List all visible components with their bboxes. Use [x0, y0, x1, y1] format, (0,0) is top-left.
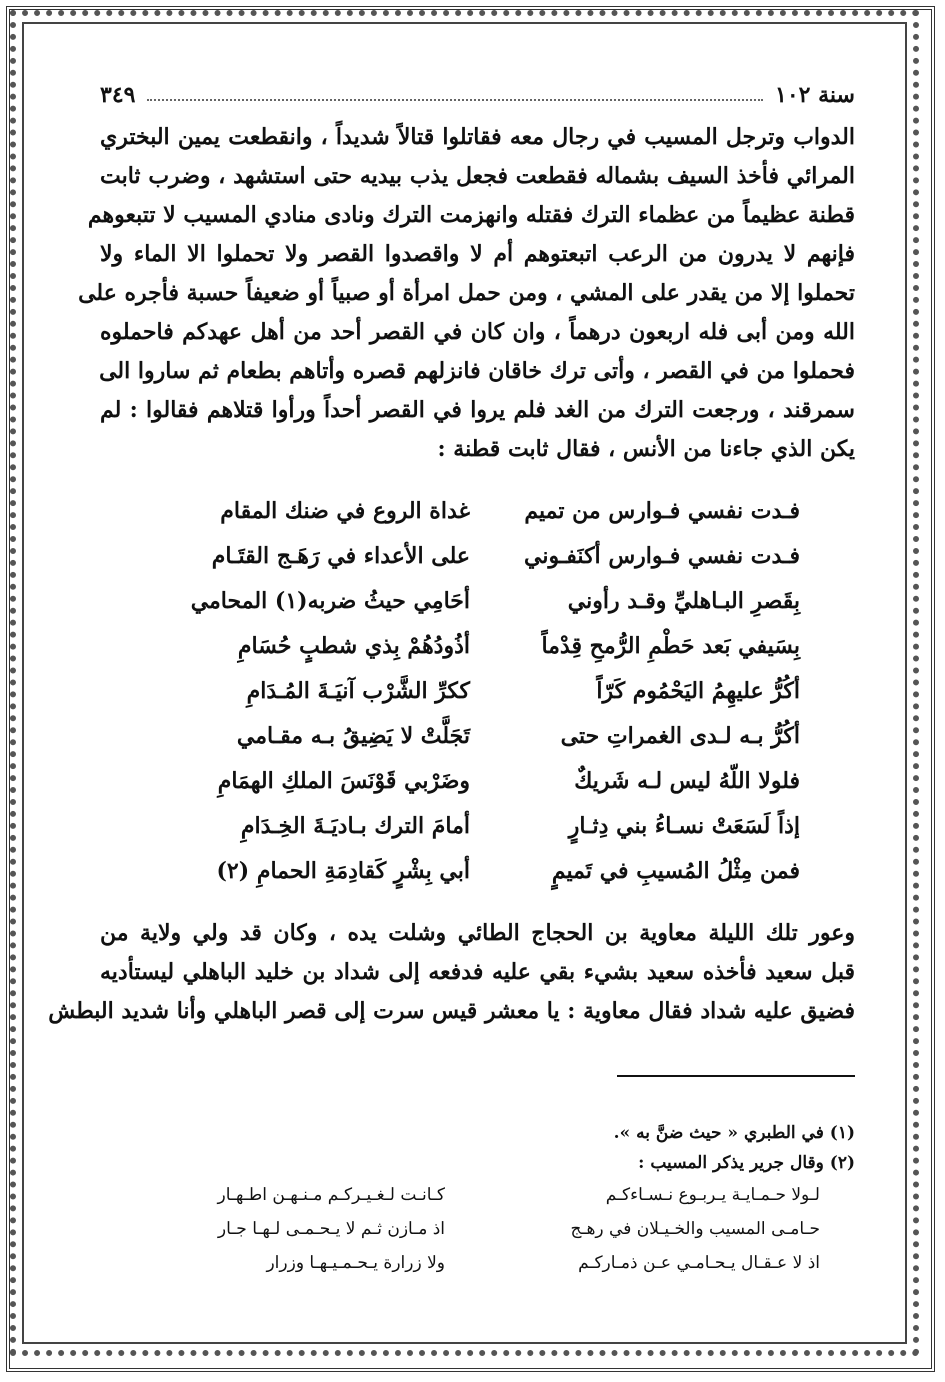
poem-verse [100, 534, 855, 579]
body-paragraph-2 [48, 914, 856, 1031]
hemistich-second: ككرِّ الشَّرْب آنيَـةَ المُـدَامِ [246, 678, 470, 704]
text-line: المرائي فأخذ السيف بشماله فقطعت فجعل يذب بيديه حتى استشهد ، وضرب ثابت [100, 163, 855, 189]
hemistich-second: اذ مـازن ثـم لا يـحـمـى لـهـا جـار [217, 1219, 445, 1239]
footnote-verse [100, 1178, 855, 1212]
poem [100, 489, 855, 894]
text-line: الله ومن أبى فله اربعون درهماً ، وان كان في القصر أحد من أهل عهدكم فاحملوه [100, 319, 855, 345]
poem-verse [100, 714, 855, 759]
poem-verse [100, 669, 855, 714]
text-line: فإنهم لا يدرون من الرعب اتبعتوهم أم لا واقصدوا القصر ولا تحملوا الا الماء ولا [100, 241, 855, 267]
poem-verse [100, 489, 855, 534]
hemistich-first: اذ لا عـقـال يـحـامـي عـن ذمـاركـم [578, 1253, 820, 1273]
hemistich-second: على الأعداء في رَهَـج القتَـام [211, 543, 470, 569]
page-content [48, 78, 856, 1031]
hemistich-second: تَجَلَّتْ لا يَضِيقُ بـه مقـامي [236, 723, 470, 749]
poem-verse [100, 759, 855, 804]
hemistich-second: غداة الروع في ضنك المقام [220, 498, 470, 524]
text-line: الدواب وترجل المسيب في رجال معه فقاتلوا قتالاً شديداً ، وانقطعت يمين البختري [100, 124, 855, 150]
running-title: سنة ١٠٢ [775, 82, 855, 108]
hemistich-first: بِسَيفي بَعد حَطْمِ الرُّمحِ قِدْماً [541, 633, 800, 659]
hemistich-first: لـولا حـمـايـة يـربـوع نـسـاءكـم [605, 1185, 820, 1205]
hemistich-first: أكُرُّ عليهِمُ اليَحْمُوم كَرّاً [596, 678, 800, 704]
poem-verse [100, 624, 855, 669]
text-line: قطنة عظيماً من عظماء الترك فقتله وانهزمت الترك ونادى منادي المسيب لا تتبعوهم [87, 202, 855, 228]
hemistich-first: فـدت نفسي فـوارس من تميم [524, 498, 800, 524]
header-leader-dots [147, 89, 763, 101]
hemistich-second: أبي بِشْرٍ كَقادِمَةِ الحمامِ (٢) [216, 858, 470, 884]
hemistich-second: أذُودُهُمْ بِذي شطبٍ حُسَامِ [237, 633, 470, 659]
text-line: سمرقند ، ورجعت الترك من الغد فلم يروا في القصر أحداً ورأوا قتلاهم فقالوا : لم [100, 397, 855, 423]
text-line: قبل سعيد فأخذه سعيد بشيء بقي عليه فدفعه إلى شداد بن خليد الباهلي ليستأديه [100, 959, 856, 985]
footnotes [100, 1118, 855, 1280]
hemistich-first: أكُرُّ بـه لـدى الغمراتِ حتى [560, 723, 800, 749]
text-line: يكن الذي جاءنا من الأنس ، فقال ثابت قطنة : [437, 436, 855, 462]
page-number: ٣٤٩ [100, 82, 136, 108]
hemistich-second: أمامَ الترك بـاديَـةَ الخِـدَامِ [240, 813, 470, 839]
footnote-separator [617, 1075, 855, 1077]
poem-verse [100, 849, 855, 894]
footnote-1: (١) في الطبري « حيث ضنَّ به ». [613, 1123, 855, 1143]
hemistich-first: فمن مِثْلُ المُسيبِ في تَميمٍ [551, 858, 800, 884]
hemistich-second: ولا زرارة يـحـمـيـهـا وزرار [266, 1253, 445, 1273]
hemistich-second: كـانـت لـغـيـركـم مـنـهـن اطـهـار [217, 1185, 445, 1205]
poem-verse [100, 804, 855, 849]
footnote-verse [100, 1212, 855, 1246]
hemistich-first: فـدت نفسي فـوارس أكنَفـوني [524, 543, 800, 569]
hemistich-first: حـامـى المسيب والخـيـلان في رهـج [570, 1219, 820, 1239]
footnote-2: (٢) وقال جرير يذكر المسيب : [638, 1153, 855, 1173]
hemistich-first: بِقَصرِ البـاهليِّ وقـد رأوني [567, 588, 800, 614]
text-line: فضيق عليه شداد فقال معاوية : يا معشر قيس سرت إلى قصر الباهلي وأنا شديد البطش [48, 998, 855, 1024]
body-paragraph-1 [78, 118, 855, 469]
hemistich-second: أحَامِي حيثُ ضربه(١) المحامي [190, 588, 470, 614]
running-header [100, 78, 855, 112]
text-line: وعور تلك الليلة معاوية بن الحجاج الطائي وشلت يده ، وكان قد ولي ولاية من [100, 920, 855, 946]
footnote-verse [100, 1246, 855, 1280]
hemistich-first: فلولا اللّهُ ليس لـه شَريكٌ [574, 768, 800, 794]
text-line: تحملوا إلا من يقدر على المشي ، ومن حمل امرأة أو صبياً أو ضعيفاً حسبة فأجره على [78, 280, 855, 306]
hemistich-second: وضَرْبي قَوْنَسَ الملكِ الهمَامِ [217, 768, 470, 794]
hemistich-first: إذاً لَسَعَتْ نسـاءُ بني دِثـارٍ [568, 813, 800, 839]
poem-verse [100, 579, 855, 624]
text-line: فحملوا من في القصر ، وأتى ترك خاقان فانزلهم قصره وأتاهم بطعام ثم ساروا الى [99, 358, 855, 384]
